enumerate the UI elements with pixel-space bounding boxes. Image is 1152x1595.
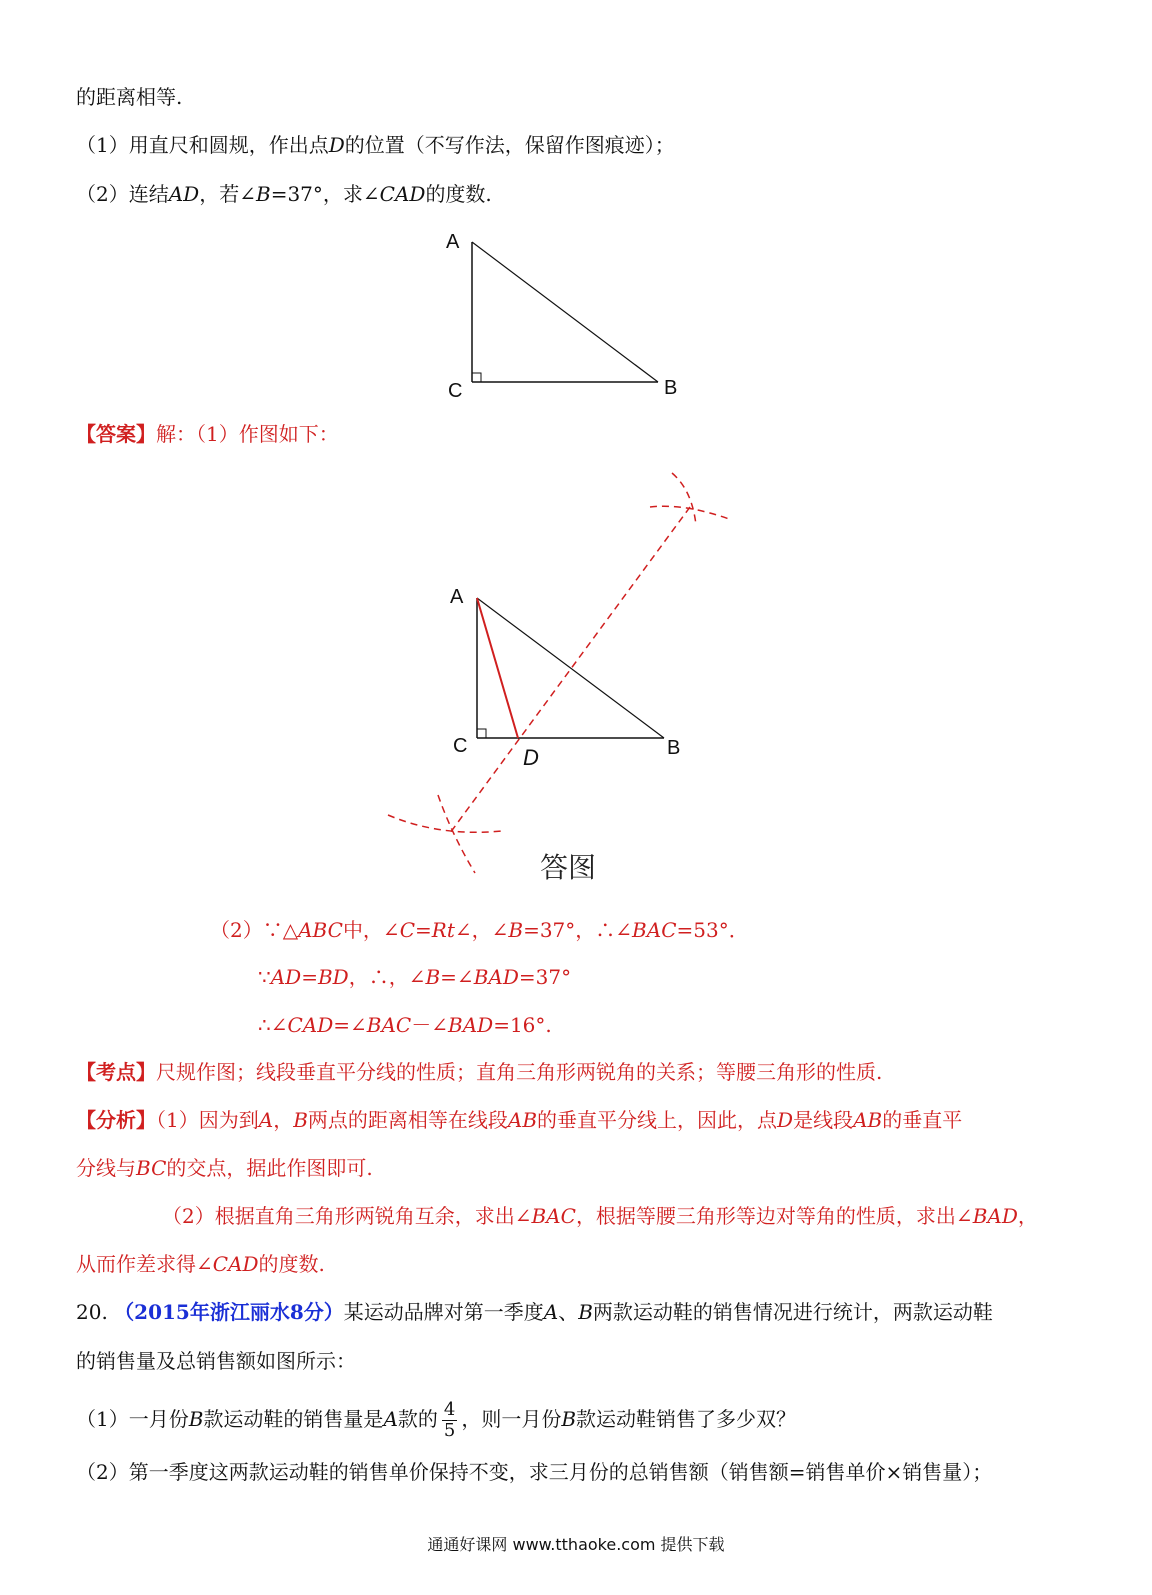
problem-20-question-2: （2）第一季度这两款运动鞋的销售单价保持不变，求三月份的总销售额（销售额=销售单价×销售量）；	[76, 1460, 993, 1484]
triangle-figure	[430, 222, 700, 407]
fenxi-line-4: 从而作差求得∠CAD的度数.	[76, 1252, 325, 1276]
kaodian: 【考点】尺规作图；线段垂直平分线的性质；直角三角形两锐角的关系；等腰三角形的性质.	[76, 1060, 883, 1084]
page-footer: 通通好课网 www.tthaoke.com 提供下载	[427, 1535, 725, 1554]
point-d-label: D	[523, 745, 539, 770]
construction-figure	[380, 465, 750, 885]
problem-20-question-1: （1）一月份B款运动鞋的销售量是A款的 $\frac{4}{5}$ ，则一月份B款运动鞋销售了多少双？	[76, 1399, 797, 1441]
problem-20-line-1: 20. （2015年浙江丽水8分）某运动品牌对第一季度A、B两款运动鞋的销售情况进行统计，两款运动鞋	[76, 1300, 993, 1324]
vertex-c-label: C	[453, 735, 468, 757]
fenxi-line-3: （2）根据直角三角形两锐角互余，求出∠BAC，根据等腰三角形等边对等角的性质，求出∠BAD，	[162, 1204, 1038, 1228]
question-2: （2）连结AD，若∠B=37°，求∠CAD的度数.	[76, 182, 492, 206]
vertex-b-label: B	[667, 737, 681, 759]
solution-line-3: ∴∠CAD=∠BAC－∠BAD=16°.	[258, 1013, 552, 1037]
vertex-a-label: A	[446, 231, 460, 253]
vertex-a-label: A	[450, 586, 464, 608]
question-1: （1）用直尺和圆规，作出点D的位置（不写作法，保留作图痕迹）；	[76, 133, 675, 157]
vertex-c-label: C	[448, 380, 463, 402]
vertex-b-label: B	[664, 377, 678, 399]
problem-continuation: 的距离相等.	[76, 85, 183, 109]
solution-line-1: （2）∵△ABC中，∠C=Rt∠，∠B=37°，∴∠BAC=53°．	[210, 918, 749, 942]
problem-number: 20.	[76, 1300, 108, 1324]
problem-source: （2015年浙江丽水8分）	[114, 1300, 344, 1324]
fraction-four-fifths: $\frac{4}{5}$	[443, 1399, 456, 1441]
figure-caption: 答图	[540, 851, 597, 884]
fenxi-line-2: 分线与BC的交点，据此作图即可.	[76, 1156, 373, 1180]
answer-heading: 【答案】解：（1）作图如下：	[76, 422, 339, 446]
fenxi-line-1: 【分析】（1）因为到A，B两点的距离相等在线段AB的垂直平分线上，因此，点D是线段AB的垂直平	[76, 1108, 963, 1132]
problem-20-line-2: 的销售量及总销售额如图所示：	[76, 1349, 356, 1373]
solution-line-2: ∵AD=BD，∴，∠B=∠BAD=37°	[258, 965, 572, 989]
